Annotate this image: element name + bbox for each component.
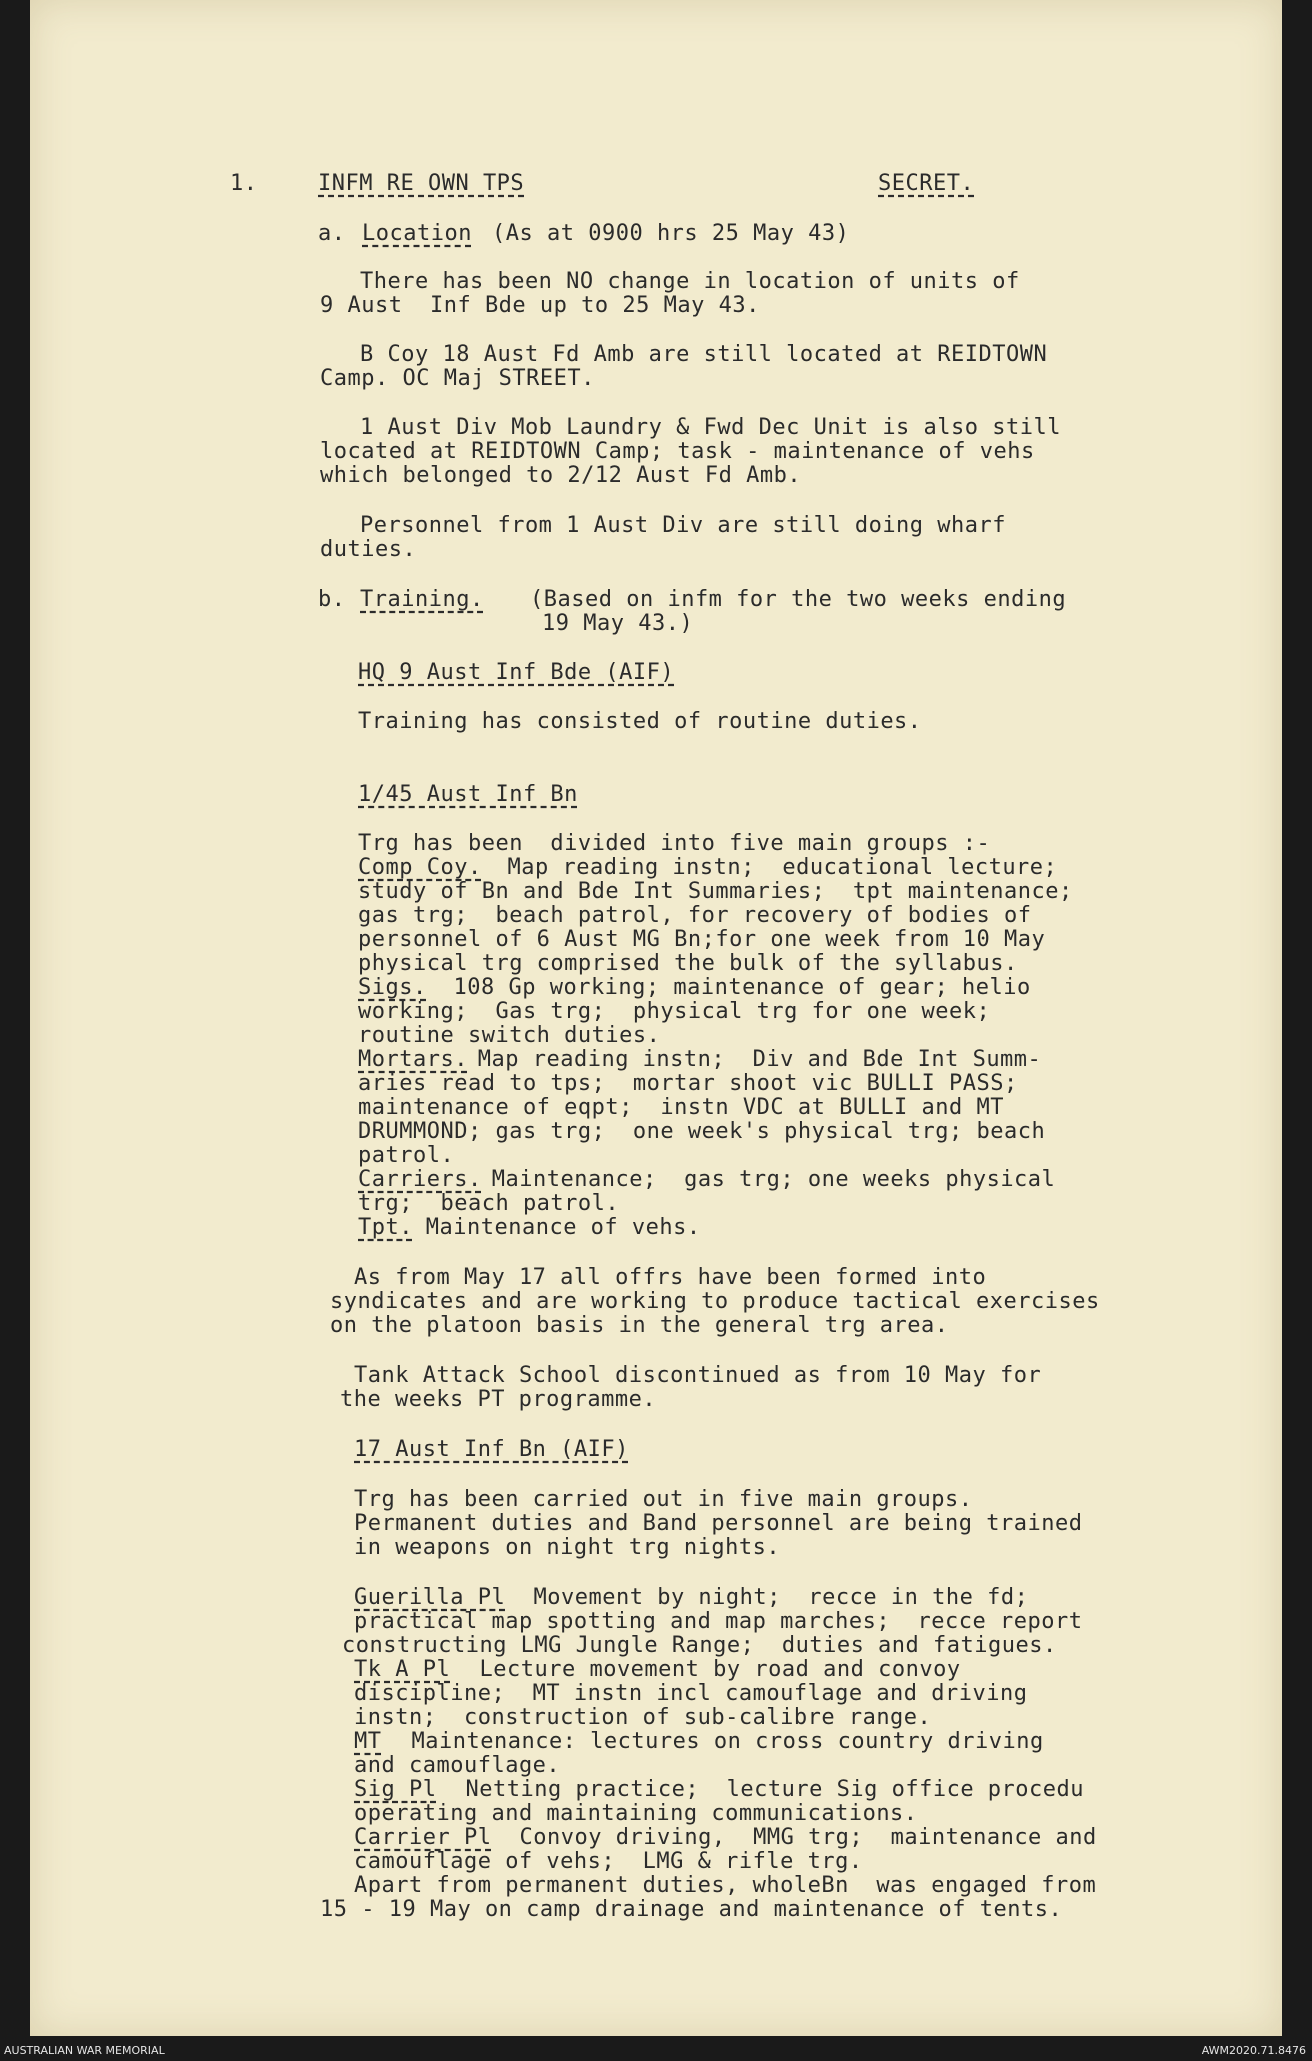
bn-17-line: Maintenance: lectures on cross country driving bbox=[384, 1729, 1044, 1754]
bn-17-line: Movement by night; recce in the fd; bbox=[506, 1585, 1029, 1610]
bn-1-45-line: Maintenance of vehs. bbox=[412, 1215, 701, 1240]
bn-1-45-line: Map reading instn; Div and Bde Int Summ- bbox=[464, 1047, 1042, 1072]
section-a-label: a. bbox=[318, 221, 346, 246]
bn-1-45-line: study of Bn and Bde Int Summaries; tpt maintenance; bbox=[358, 879, 1073, 904]
bn-1-45-line: 108 Gp working; maintenance of gear; helio bbox=[426, 975, 1031, 1000]
section-b-note: 19 May 43.) bbox=[542, 611, 694, 636]
bn-1-45-line: As from May 17 all offrs have been formed into bbox=[354, 1265, 987, 1290]
paragraph-number: 1. bbox=[230, 171, 258, 196]
bn-17-subheading: MT bbox=[354, 1729, 382, 1754]
section-b-title: Training. bbox=[360, 587, 484, 612]
bn-1-45-subheading: Mortars. bbox=[358, 1047, 468, 1072]
bn-1-45-line: Map reading instn; educational lecture; bbox=[480, 855, 1058, 880]
location-text-line: 9 Aust Inf Bde up to 25 May 43. bbox=[320, 293, 760, 318]
bn-1-45-line: Tank Attack School discontinued as from 10 May for bbox=[354, 1363, 1042, 1388]
section-a-title: Location bbox=[362, 221, 472, 246]
bn-17-subheading: Sig Pl bbox=[354, 1777, 437, 1802]
bn-1-45-line: on the platoon basis in the general trg area. bbox=[330, 1313, 949, 1338]
location-text-line: which belonged to 2/12 Aust Fd Amb. bbox=[320, 463, 802, 488]
bn-17-line: Convoy driving, MMG trg; maintenance and bbox=[492, 1825, 1097, 1850]
bn-1-45-line: aries read to tps; mortar shoot vic BULLI PASS; bbox=[358, 1071, 1018, 1096]
bn-1-45-heading: 1/45 Aust Inf Bn bbox=[358, 782, 578, 807]
bn-17-line: Apart from permanent duties, wholeBn was engaged from bbox=[354, 1873, 1097, 1898]
bn-17-subheading: Tk A Pl bbox=[354, 1657, 451, 1682]
location-text-line: duties. bbox=[320, 537, 417, 562]
bn-17-subheading: Guerilla Pl bbox=[354, 1585, 506, 1610]
bn-17-line: camouflage of vehs; LMG & rifle trg. bbox=[354, 1849, 863, 1874]
bn-17-subheading: Carrier Pl bbox=[354, 1825, 492, 1850]
bn-17-line: Lecture movement by road and convoy bbox=[452, 1657, 961, 1682]
bn-1-45-line: the weeks PT programme. bbox=[340, 1387, 657, 1412]
section-a-date: (As at 0900 hrs 25 May 43) bbox=[492, 221, 850, 246]
bn-17-line: practical map spotting and map marches; recce report bbox=[354, 1609, 1083, 1634]
bn-1-45-line: DRUMMOND; gas trg; one week's physical trg; beach bbox=[358, 1119, 1046, 1144]
bn-1-45-line: routine switch duties. bbox=[358, 1023, 661, 1048]
bn-1-45-line: trg; beach patrol. bbox=[358, 1191, 620, 1216]
archive-footer bbox=[0, 2040, 1312, 2061]
bn-17-line: 15 - 19 May on camp drainage and maintenance of tents. bbox=[320, 1897, 1063, 1922]
section-b-label: b. bbox=[318, 587, 346, 612]
bn-1-45-subheading: Carriers. bbox=[358, 1167, 482, 1192]
section-b-note: (Based on infm for the two weeks ending bbox=[530, 587, 1067, 612]
hq-9-bde-text: Training has consisted of routine duties. bbox=[358, 709, 922, 734]
bn-17-line: operating and maintaining communications. bbox=[354, 1801, 918, 1826]
bn-1-45-subheading: Comp Coy. bbox=[358, 855, 482, 880]
location-text-line: Camp. OC Maj STREET. bbox=[320, 366, 595, 391]
bn-1-45-subheading: Sigs. bbox=[358, 975, 427, 1000]
document-heading: INFM RE OWN TPS bbox=[318, 171, 525, 196]
location-text-line: There has been NO change in location of units of bbox=[360, 269, 1020, 294]
classification-label: SECRET. bbox=[878, 171, 975, 196]
bn-17-line: constructing LMG Jungle Range; duties and fatigues. bbox=[342, 1633, 1057, 1658]
bn-1-45-subheading: Tpt. bbox=[358, 1215, 413, 1240]
bn-1-45-line: gas trg; beach patrol, for recovery of bodies of bbox=[358, 903, 1032, 928]
location-text-line: B Coy 18 Aust Fd Amb are still located at REIDTOWN bbox=[360, 342, 1048, 367]
bn-1-45-line: maintenance of eqpt; instn VDC at BULLI and MT bbox=[358, 1095, 1005, 1120]
bn-17-heading: 17 Aust Inf Bn (AIF) bbox=[354, 1437, 629, 1462]
bn-17-line: discipline; MT instn incl camouflage and driving bbox=[354, 1681, 1028, 1706]
bn-1-45-line: physical trg comprised the bulk of the syllabus. bbox=[358, 951, 1018, 976]
location-text-line: located at REIDTOWN Camp; task - maintenance of vehs bbox=[320, 439, 1035, 464]
bn-1-45-line: personnel of 6 Aust MG Bn;for one week from 10 May bbox=[358, 927, 1046, 952]
bn-17-line: instn; construction of sub-calibre range. bbox=[354, 1705, 932, 1730]
bn-1-45-line: Trg has been divided into five main groups :- bbox=[358, 831, 991, 856]
bn-17-line: Netting practice; lecture Sig office procedu bbox=[438, 1777, 1085, 1802]
bn-1-45-line: working; Gas trg; physical trg for one week; bbox=[358, 999, 991, 1024]
footer-institution: AUSTRALIAN WAR MEMORIAL bbox=[4, 2044, 165, 2057]
location-text-line: 1 Aust Div Mob Laundry & Fwd Dec Unit is also still bbox=[360, 415, 1062, 440]
bn-1-45-line: Maintenance; gas trg; one weeks physical bbox=[478, 1167, 1056, 1192]
bn-17-line: and camouflage. bbox=[354, 1753, 561, 1778]
bn-1-45-line: syndicates and are working to produce tactical exercises bbox=[330, 1289, 1100, 1314]
location-text-line: Personnel from 1 Aust Div are still doing wharf bbox=[360, 513, 1007, 538]
footer-reference: AWM2020.71.8476 bbox=[1201, 2044, 1306, 2057]
bn-17-line: Permanent duties and Band personnel are being trained bbox=[354, 1511, 1083, 1536]
bn-17-line: Trg has been carried out in five main groups. bbox=[354, 1487, 973, 1512]
bn-17-line: in weapons on night trg nights. bbox=[354, 1535, 781, 1560]
hq-9-bde-heading: HQ 9 Aust Inf Bde (AIF) bbox=[358, 660, 675, 685]
bn-1-45-line: patrol. bbox=[358, 1143, 455, 1168]
